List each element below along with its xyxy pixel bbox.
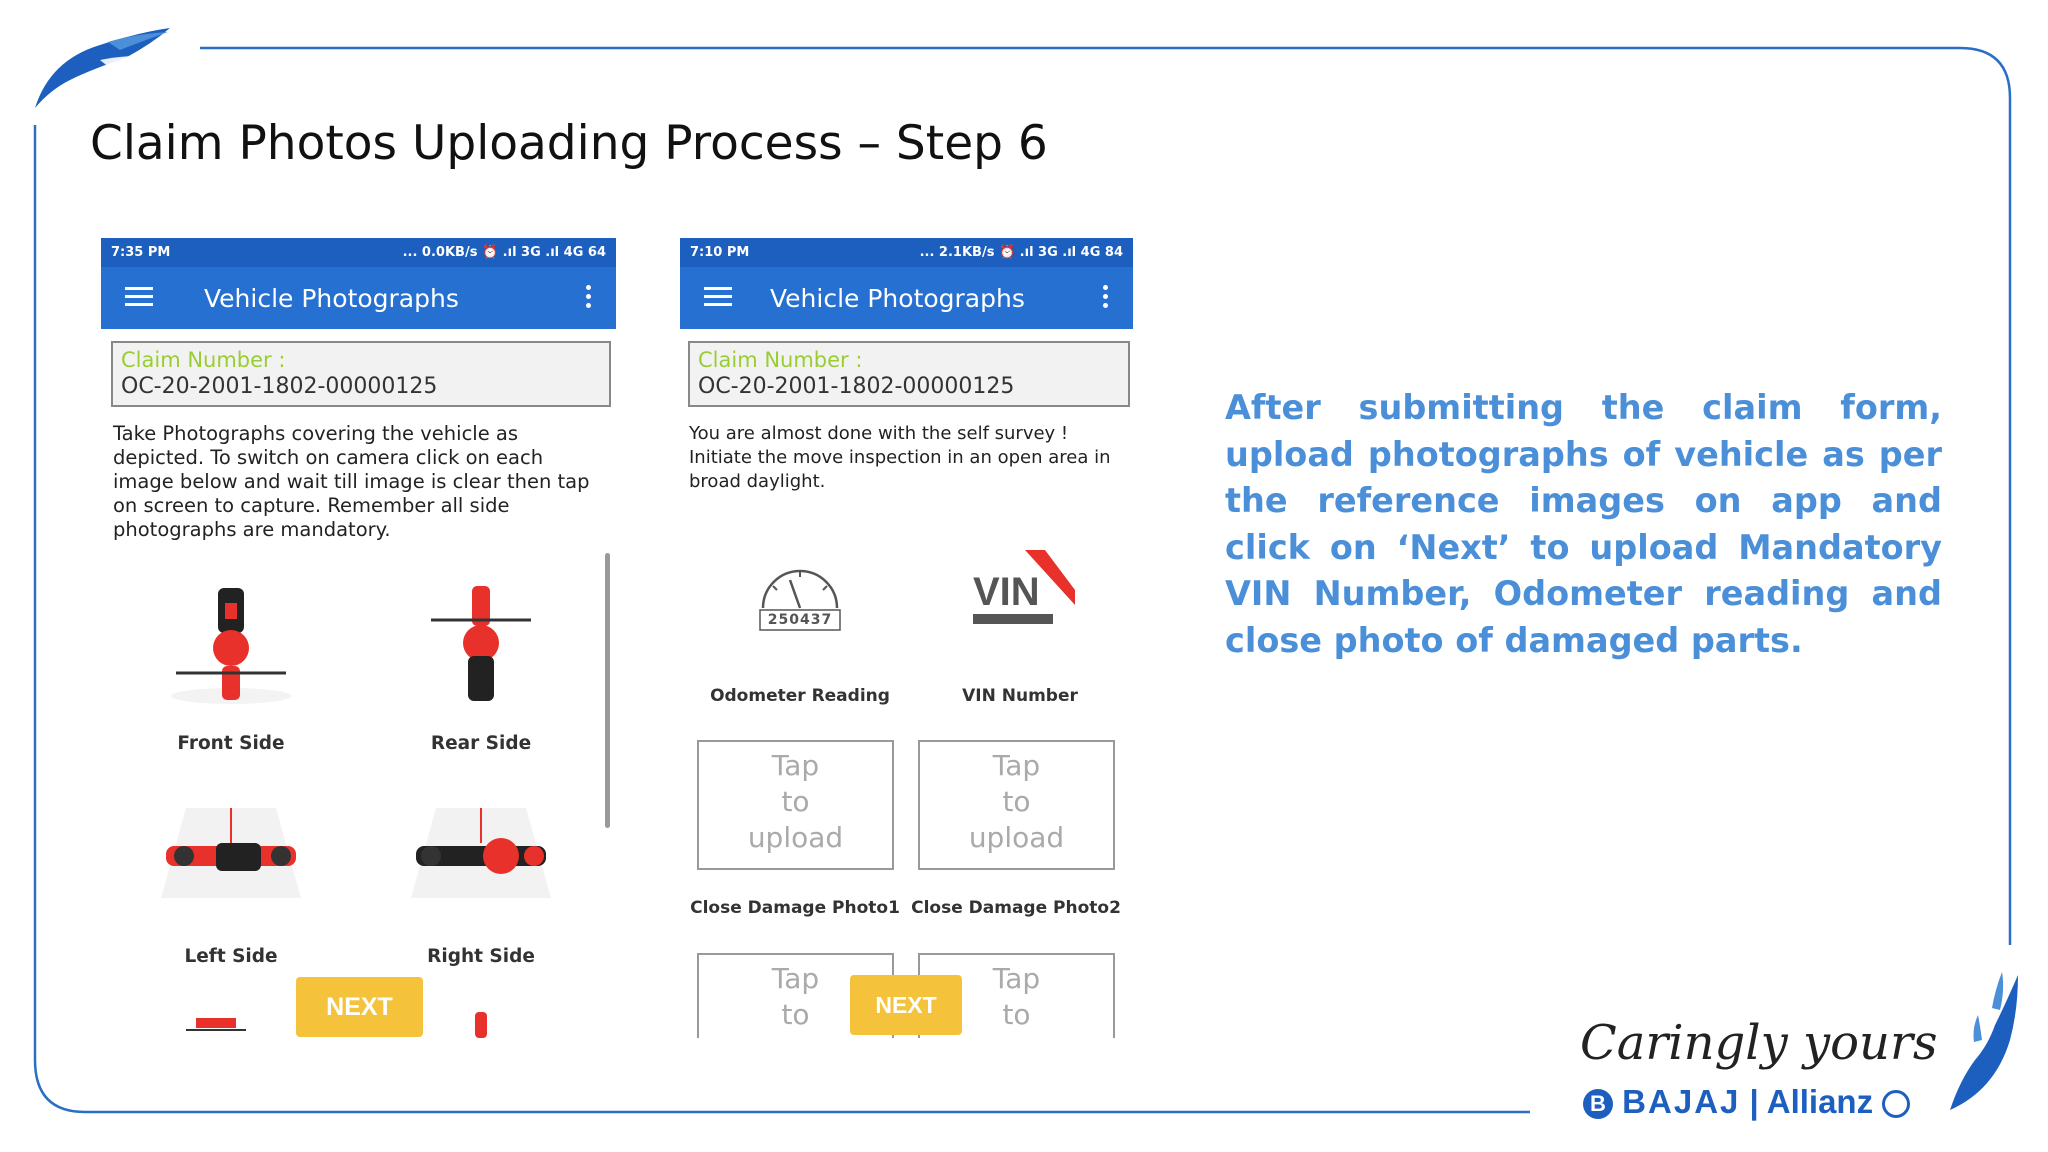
scrollbar[interactable] <box>605 553 610 828</box>
to-text: to <box>1002 785 1031 818</box>
side-label-right: Right Side <box>427 946 535 967</box>
brand-divider: | <box>1749 1083 1759 1120</box>
instructions-text: Take Photographs covering the vehicle as depicted. To switch on camera click on each image below and wait till image is clear then tap on screen to capture. Remember all side photographs are mandatory. <box>113 422 590 541</box>
status-bar <box>101 238 616 267</box>
allianz-eagle-icon <box>1882 1090 1910 1118</box>
phone-screenshot-side-photos <box>101 238 616 1038</box>
tap-text: Tap <box>992 749 1041 782</box>
overflow-menu-icon[interactable] <box>1103 285 1109 312</box>
instructions-text: You are almost done with the self survey ! Initiate the move inspection in an open area in broad daylight. <box>689 423 1111 492</box>
damage1-label: Close Damage Photo1 <box>690 898 900 918</box>
bajaj-allianz-logo <box>1583 1083 1910 1121</box>
claim-number-label: Claim Number : <box>698 348 863 372</box>
app-bar <box>680 267 1133 329</box>
vin-icon-text: VIN <box>973 570 1040 614</box>
left-side-bike-image[interactable] <box>156 788 306 928</box>
step-description: After submitting the claim form, upload photographs of vehicle as per the reference images on app and click on ‘Next’ to upload Mandatory VIN Number, Odometer reading and close photo of damaged parts. <box>1225 388 1942 660</box>
next-button[interactable]: NEXT <box>850 975 962 1035</box>
overflow-menu-icon[interactable] <box>586 285 592 312</box>
damage2-label: Close Damage Photo2 <box>911 898 1121 918</box>
to-text: to <box>781 785 810 818</box>
status-indicators: ... 2.1KB/s ⏰ .ıl 3G .ıl 4G 84 <box>919 245 1123 260</box>
status-time: 7:35 PM <box>111 245 171 260</box>
side-label-rear: Rear Side <box>430 733 532 754</box>
app-title: Vehicle Photographs <box>770 284 1025 313</box>
partial-bike-image-2 <box>471 1008 491 1038</box>
status-time: 7:10 PM <box>690 245 750 260</box>
phone-screenshot-vin-odometer <box>680 238 1133 1038</box>
right-side-bike-image[interactable] <box>406 788 556 928</box>
hand-logo-bottom-icon <box>1940 970 2025 1115</box>
upload-damage-photo1[interactable] <box>697 740 894 870</box>
tap-text: Tap <box>771 749 820 782</box>
hamburger-menu-icon[interactable] <box>125 287 153 307</box>
rear-side-bike-image[interactable] <box>406 578 556 718</box>
claim-number-value: OC-20-2001-1802-00000125 <box>698 374 1015 399</box>
status-bar <box>680 238 1133 267</box>
claim-number-box <box>688 341 1130 407</box>
claim-number-value: OC-20-2001-1802-00000125 <box>121 374 438 399</box>
to-text: to <box>781 998 810 1031</box>
vin-label: VIN Number <box>962 686 1078 706</box>
bajaj-b-icon: B <box>1583 1089 1613 1119</box>
to-text: to <box>1002 998 1031 1031</box>
brand-allianz: Allianz <box>1766 1083 1874 1120</box>
next-button[interactable]: NEXT <box>296 977 423 1037</box>
status-indicators: ... 0.0KB/s ⏰ .ıl 3G .ıl 4G 64 <box>402 245 606 260</box>
upload-text: upload <box>968 821 1065 854</box>
side-label-left: Left Side <box>184 946 278 967</box>
hamburger-menu-icon[interactable] <box>704 287 732 307</box>
front-side-bike-image[interactable] <box>156 578 306 718</box>
tap-text: Tap <box>771 962 820 995</box>
vin-icon[interactable] <box>965 550 1075 640</box>
partial-bike-image <box>186 1008 246 1038</box>
upload-text: upload <box>747 821 844 854</box>
hand-logo-icon <box>30 20 180 110</box>
slide-title: Claim Photos Uploading Process – Step 6 <box>90 116 1048 171</box>
brand-bajaj: BAJAJ <box>1622 1083 1741 1120</box>
side-label-front: Front Side <box>177 733 285 754</box>
app-title: Vehicle Photographs <box>204 284 459 313</box>
app-bar <box>101 267 616 329</box>
claim-number-label: Claim Number : <box>121 348 286 372</box>
upload-damage-photo2[interactable] <box>918 740 1115 870</box>
tagline-caringly-yours: Caringly yours <box>1580 1015 1938 1071</box>
claim-number-box <box>111 341 611 407</box>
odometer-digits: 250437 <box>767 612 833 628</box>
odometer-icon[interactable] <box>755 558 845 638</box>
tap-text: Tap <box>992 962 1041 995</box>
odometer-label: Odometer Reading <box>710 686 890 706</box>
